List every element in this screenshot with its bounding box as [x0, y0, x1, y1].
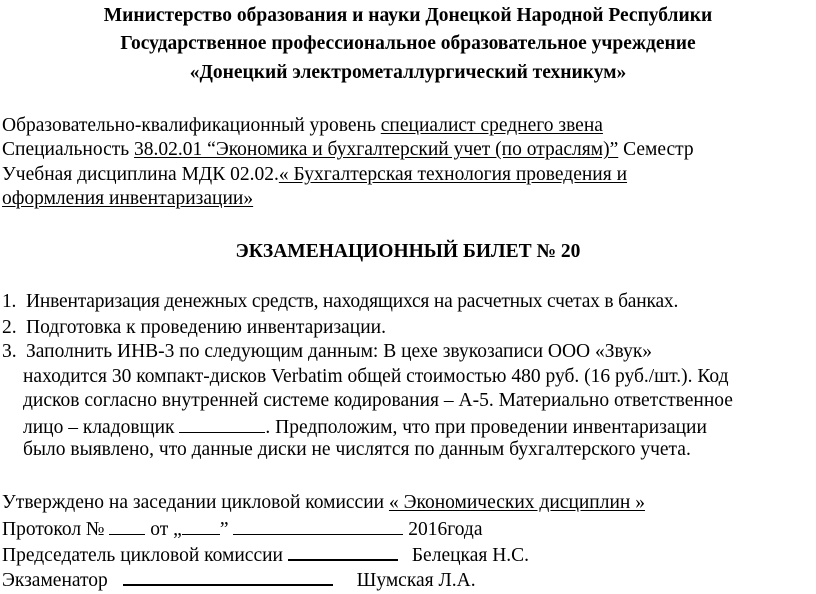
- question-2-number: 2.: [2, 317, 17, 338]
- question-3-line5: было выявлено, что данные диски не числятся по данным бухгалтерского учета.: [23, 439, 691, 460]
- question-3-line4-start: лицо – кладовщик: [23, 417, 180, 438]
- qualification-level-label: Образовательно-квалификационный уровень: [2, 115, 381, 136]
- protocol-quote: ”: [219, 519, 234, 540]
- examiner-row: [2, 566, 476, 593]
- question-3-line3: дисков согласно внутренней системе кодирования – А-5. Материально ответственное: [23, 390, 733, 411]
- discipline-row: [2, 163, 627, 187]
- examiner-label: Экзаменатор: [2, 570, 113, 591]
- examiner-name: Шумская Л.А.: [356, 570, 476, 591]
- question-3-line1: Заполнить ИНВ-3 по следующим данным: В цехе звукозаписи ООО «Звук»: [26, 341, 653, 362]
- approval-label: Утверждено на заседании цикловой комиссии: [2, 492, 389, 513]
- qualification-level-row: [2, 114, 603, 138]
- question-1-text: Инвентаризация денежных средств, находящихся на расчетных счетах в банках.: [26, 291, 679, 312]
- discipline-label: Учебная дисциплина МДК 02.02.: [2, 164, 279, 185]
- question-1: [2, 290, 678, 314]
- protocol-year: 2016года: [403, 519, 483, 540]
- protocol-day-blank: [182, 516, 220, 535]
- protocol-month-blank: [233, 516, 403, 535]
- question-2-text: Подготовка к проведению инвентаризации.: [26, 317, 386, 338]
- protocol-label: Протокол №: [2, 519, 110, 540]
- storekeeper-blank: [179, 414, 265, 433]
- college-heading: «Донецкий электрометаллургический техникум»: [189, 62, 627, 83]
- question-1-number: 1.: [2, 291, 17, 312]
- question-2: [2, 316, 386, 340]
- chair-name: Белецкая Н.С.: [411, 545, 530, 566]
- approval-row: [2, 491, 645, 515]
- chair-signature-blank: [288, 541, 398, 561]
- ministry-heading: Министерство образования и науки Донецкой Народной Республики: [103, 5, 713, 26]
- specialty-row: [2, 138, 694, 162]
- qualification-level-value: специалист среднего звена: [380, 115, 603, 136]
- discipline-row-continued: [2, 187, 253, 211]
- chair-label: Председатель цикловой комиссии: [2, 545, 288, 566]
- commission-name: « Экономических дисциплин »: [388, 492, 645, 513]
- specialty-label: Специальность: [2, 139, 135, 160]
- chair-row: [2, 541, 529, 568]
- protocol-from-label: от „: [145, 519, 182, 540]
- specialty-value: 38.02.01 “Экономика и бухгалтерский учет (по отраслям)”: [134, 139, 619, 160]
- question-3-line2: находится 30 компакт-дисков Verbatim общей стоимостью 480 руб. (16 руб./шт.). Код: [23, 366, 729, 387]
- discipline-value-line1: « Бухгалтерская технология проведения и: [278, 164, 628, 185]
- question-3-number: 3.: [2, 341, 17, 362]
- question-3-line4: [23, 414, 707, 440]
- question-3-line4-end: . Предположим, что при проведении инвентаризации: [265, 417, 707, 438]
- examiner-signature-blank: [123, 566, 333, 586]
- question-3: [2, 340, 652, 364]
- semester-label: Семестр: [618, 139, 694, 160]
- ticket-title: ЭКЗАМЕНАЦИОННЫЙ БИЛЕТ № 20: [235, 241, 581, 262]
- protocol-number-blank: [109, 516, 145, 535]
- discipline-value-line2: оформления инвентаризации»: [2, 188, 254, 209]
- protocol-row: [2, 516, 483, 542]
- institution-heading: Государственное профессиональное образовательное учреждение: [120, 33, 696, 54]
